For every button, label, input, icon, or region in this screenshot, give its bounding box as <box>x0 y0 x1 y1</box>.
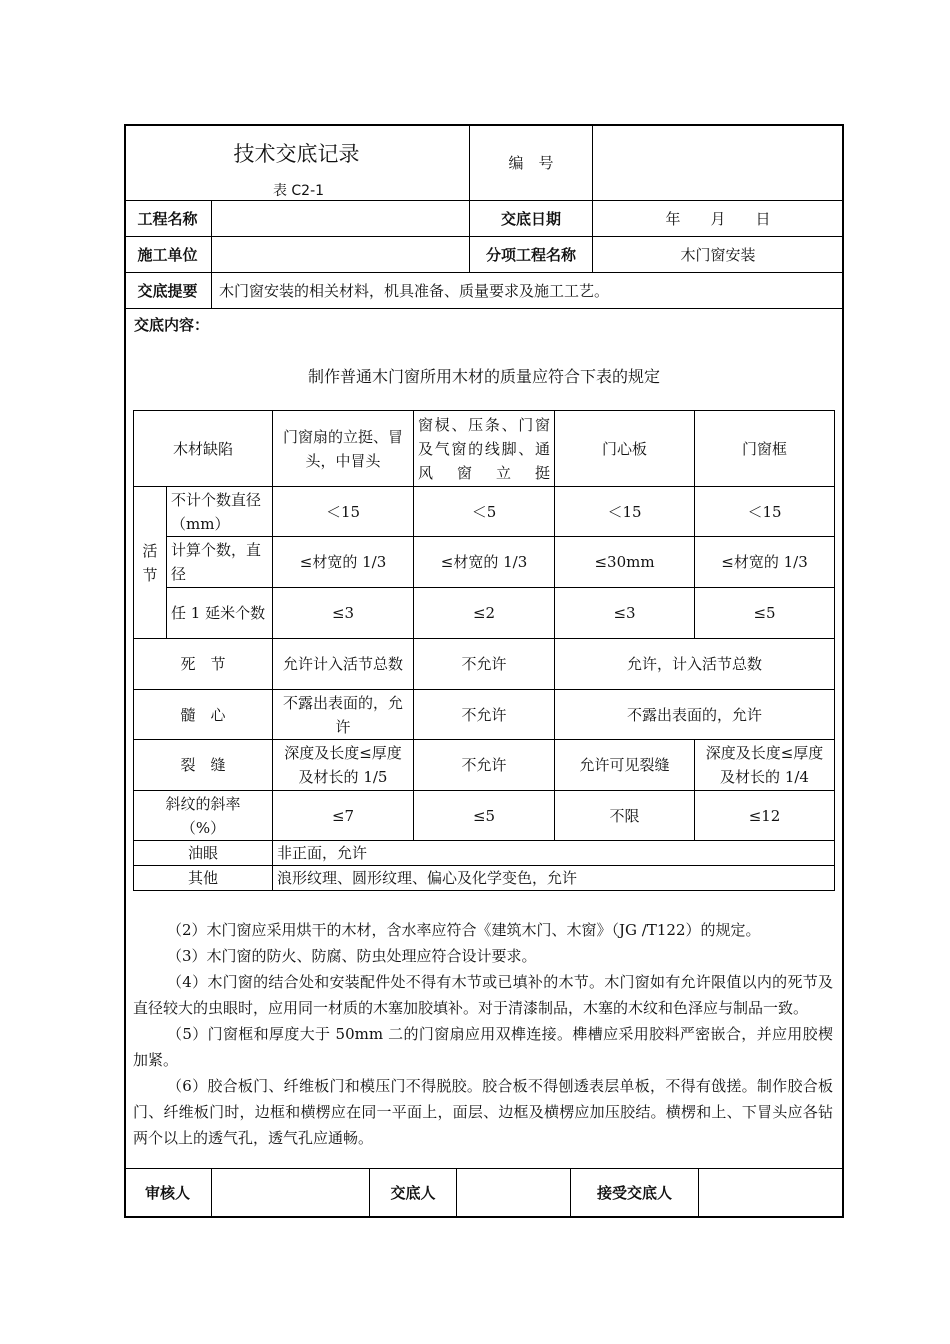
paragraph: （4）木门窗的结合处和安装配件处不得有木节或已填补的木节。木门窗如有允许限值以内的死节及直径较大的虫眼时，应用同一材质的木塞加胶填补。对于清漆制品，木塞的木纹和色泽应与制品一致。 <box>133 973 833 1017</box>
content-body <box>133 917 833 1151</box>
subproject-label: 分项工程名称 <box>485 245 576 264</box>
divider <box>124 308 844 309</box>
table-title: 制作普通木门窗所用木材的质量应符合下表的规定 <box>307 367 660 386</box>
discloser-label: 交底人 <box>390 1184 436 1202</box>
paragraph: （5）门窗框和厚度大于 50mm 二的门窗扇应用双榫连接。榫槽应采用胶料严密嵌合，并应用胶楔加紧。 <box>133 1025 833 1069</box>
header-cell: 门窗扇的立挺、冒头，中冒头 <box>273 411 414 487</box>
table-cell: 不允许 <box>414 639 555 690</box>
table-row <box>134 588 835 639</box>
table-cell: 不允许 <box>414 690 555 740</box>
date-label: 交底日期 <box>500 209 561 228</box>
table-cell: 深度及长度≤厚度及材长的 1/5 <box>273 740 414 791</box>
table-cell: ≤3 <box>273 588 414 639</box>
date-field[interactable]: 年 月 日 <box>665 209 771 228</box>
table-cell: 不限 <box>555 791 695 841</box>
summary-label: 交底提要 <box>137 281 198 300</box>
table-cell: 允许，计入活节总数 <box>555 639 835 690</box>
form-number: 表 C2-1 <box>272 183 325 199</box>
table-cell: ＜15 <box>555 487 695 537</box>
row-label: 计算个数，直径 <box>167 537 273 588</box>
number-field[interactable] <box>593 125 843 200</box>
row-label: 髓 心 <box>134 690 273 740</box>
table-cell: ≤30mm <box>555 537 695 588</box>
header-cell: 木材缺陷 <box>134 411 273 487</box>
row-label: 任 1 延米个数 <box>167 588 273 639</box>
table-row <box>134 740 835 791</box>
row-label: 油眼 <box>134 841 273 866</box>
table-row <box>134 639 835 690</box>
contractor-label: 施工单位 <box>137 245 198 264</box>
table-cell: 不露出表面的，允许 <box>555 690 835 740</box>
receiver-signature-field[interactable] <box>699 1169 843 1217</box>
table-cell: ＜15 <box>695 487 835 537</box>
table-header-row <box>134 411 835 487</box>
project-name-label: 工程名称 <box>137 209 198 228</box>
table-cell: 不露出表面的，允许 <box>273 690 414 740</box>
table-row <box>134 537 835 588</box>
row-label: 不计个数直径（mm） <box>167 487 273 537</box>
reviewer-signature-field[interactable] <box>212 1169 369 1217</box>
paragraph: （2）木门窗应采用烘干的木材，含水率应符合《建筑木门、木窗》（JG /T122）的规定。 <box>167 921 761 939</box>
table-cell: ≤12 <box>695 791 835 841</box>
wood-quality-table <box>133 410 835 891</box>
table-cell: ≤5 <box>414 791 555 841</box>
content-label: 交底内容： <box>134 316 210 334</box>
reviewer-label: 审核人 <box>144 1184 190 1202</box>
project-name-field[interactable] <box>212 201 469 236</box>
table-cell: ＜5 <box>414 487 555 537</box>
row-label: 其他 <box>134 866 273 891</box>
discloser-signature-field[interactable] <box>457 1169 570 1217</box>
header-cell: 门窗框 <box>695 411 835 487</box>
paragraph: （6）胶合板门、纤维板门和模压门不得脱胶。胶合板不得刨透表层单板，不得有戗搓。制作胶合板门、纤维板门时，边框和横楞应在同一平面上，面层、边框及横楞应加压胶结。横楞和上、下冒头应各钻两个以上的透气孔，透气孔应通畅。 <box>133 1077 833 1147</box>
subproject-field[interactable]: 木门窗安装 <box>680 245 756 264</box>
table-cell: 非正面，允许 <box>273 841 835 866</box>
table-cell: ≤2 <box>414 588 555 639</box>
receiver-label: 接受交底人 <box>596 1184 672 1202</box>
header-cell: 窗棂、压条、门窗及气窗的线脚、通风窗立挺 <box>414 411 555 487</box>
row-label: 裂 缝 <box>134 740 273 791</box>
live-knot-label: 活节 <box>134 487 167 639</box>
header-cell: 门心板 <box>555 411 695 487</box>
page-title: 技术交底记录 <box>233 142 360 166</box>
table-row <box>134 841 835 866</box>
table-cell: 浪形纹理、圆形纹理、偏心及化学变色，允许 <box>273 866 835 891</box>
table-row <box>134 791 835 841</box>
row-label: 死 节 <box>134 639 273 690</box>
summary-field[interactable]: 木门窗安装的相关材料，机具准备、质量要求及施工工艺。 <box>219 281 610 300</box>
table-cell: 深度及长度≤厚度及材长的 1/4 <box>695 740 835 791</box>
table-cell: ≤3 <box>555 588 695 639</box>
table-row <box>134 690 835 740</box>
table-cell: ≤7 <box>273 791 414 841</box>
table-row <box>134 487 835 537</box>
table-cell: ≤5 <box>695 588 835 639</box>
table-cell: 允许可见裂缝 <box>555 740 695 791</box>
table-cell: ≤材宽的 1/3 <box>273 537 414 588</box>
table-row <box>134 866 835 891</box>
table-cell: 不允许 <box>414 740 555 791</box>
row-label: 斜纹的斜率（%） <box>134 791 273 841</box>
contractor-field[interactable] <box>212 237 469 272</box>
paragraph: （3）木门窗的防火、防腐、防虫处理应符合设计要求。 <box>167 947 537 965</box>
table-cell: 允许计入活节总数 <box>273 639 414 690</box>
table-cell: ≤材宽的 1/3 <box>695 537 835 588</box>
table-cell: ≤材宽的 1/3 <box>414 537 555 588</box>
number-label: 编 号 <box>508 153 554 172</box>
table-cell: ＜15 <box>273 487 414 537</box>
